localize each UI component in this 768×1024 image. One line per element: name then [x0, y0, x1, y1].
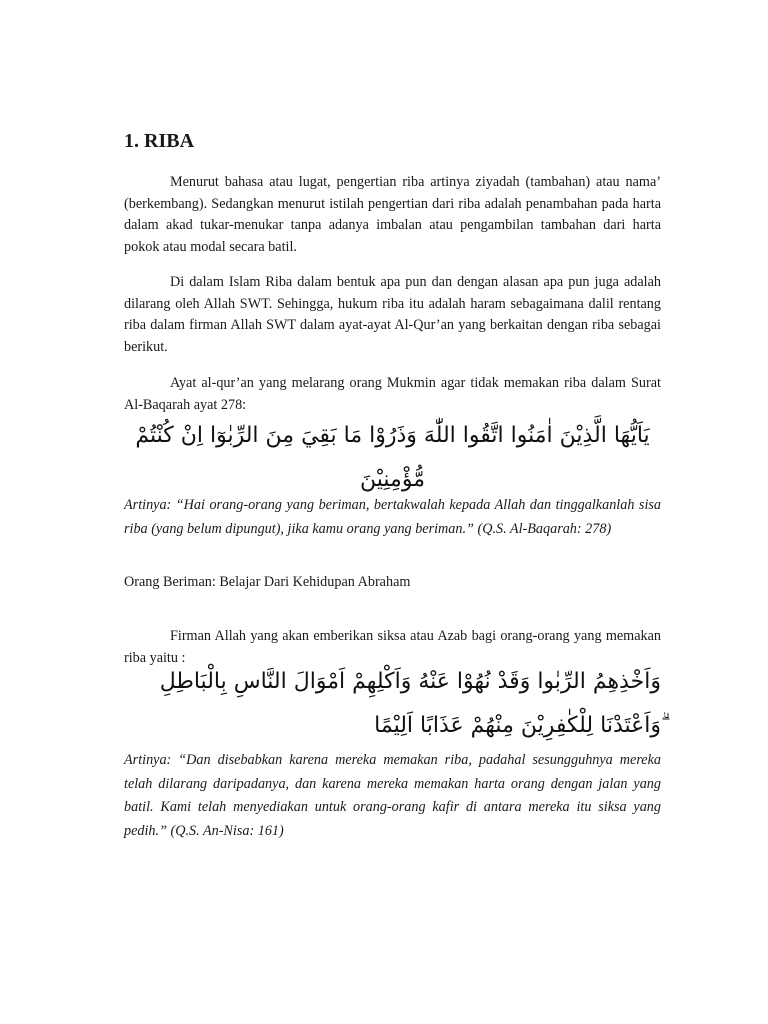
section-heading: 1. RIBA: [124, 130, 195, 152]
arabic-verse-nisa: وَاَخْذِهِمُ الرِّبٰوا وَقَدْ نُهُوْا عَنْهُ وَاَكْلِهِمْ اَمْوَالَ النَّاسِ بِالْبَاطِلِ ۗوَاَعْتَدْنَا لِلْكٰفِرِيْنَ مِنْهُمْ عَذَابًا اَلِيْمًا: [159, 669, 661, 738]
paragraph-intro-firman: Firman Allah yang akan emberikan siksa atau Azab bagi orang-orang yang memakan riba yaitu :: [124, 628, 661, 666]
paragraph-definition: Menurut bahasa atau lugat, pengertian riba artinya ziyadah (tambahan) atau nama’ (berkembang). Sedangkan menurut istilah pengertian dari riba adalah penambahan pada harta dalam akad tukar-menukar tanpa adanya imbalan atau pengambilan tambahan dari harta pokok atau modal secara batil.: [124, 174, 661, 255]
paragraph-prohibition: Di dalam Islam Riba dalam bentuk apa pun dan dengan alasan apa pun juga adalah dilarang oleh Allah SWT. Sehingga, hukum riba itu adalah haram sebagaimana dalil rentang riba dalam firman Allah SWT dalam ayat-ayat Al-Qur’an yang berkaitan dengan riba sebagai berikut.: [124, 274, 661, 355]
paragraph-intro-ayat: Ayat al-qur’an yang melarang orang Mukmin agar tidak memakan riba dalam Surat Al-Baqarah ayat 278:: [124, 375, 661, 413]
translation-nisa: Artinya: “Dan disebabkan karena mereka memakan riba, padahal sesungguhnya mereka telah dilarang daripadanya, dan karena mereka memakan harta orang dengan jalan yang batil. Kami telah menyediakan untuk orang-orang kafir di antara mereka itu siksa yang pedih.” (Q.S. An-Nisa: 161): [124, 752, 661, 839]
arabic-verse-baqarah: يَاَيُّهَا الَّذِيْنَ اٰمَنُوا اتَّقُوا اللّٰهَ وَذَرُوْا مَا بَقِيَ مِنَ الرِّبٰوٓا اِنْ كُنْتُمْ مُّؤْمِنِيْنَ: [135, 423, 650, 492]
translation-baqarah: Artinya: “Hai orang-orang yang beriman, bertakwalah kepada Allah dan tinggalkanlah sisa riba (yang belum dipungut), jika kamu orang yang beriman.” (Q.S. Al-Baqarah: 278): [124, 497, 661, 537]
paragraph-believer-title: Orang Beriman: Belajar Dari Kehidupan Abraham: [124, 574, 411, 590]
